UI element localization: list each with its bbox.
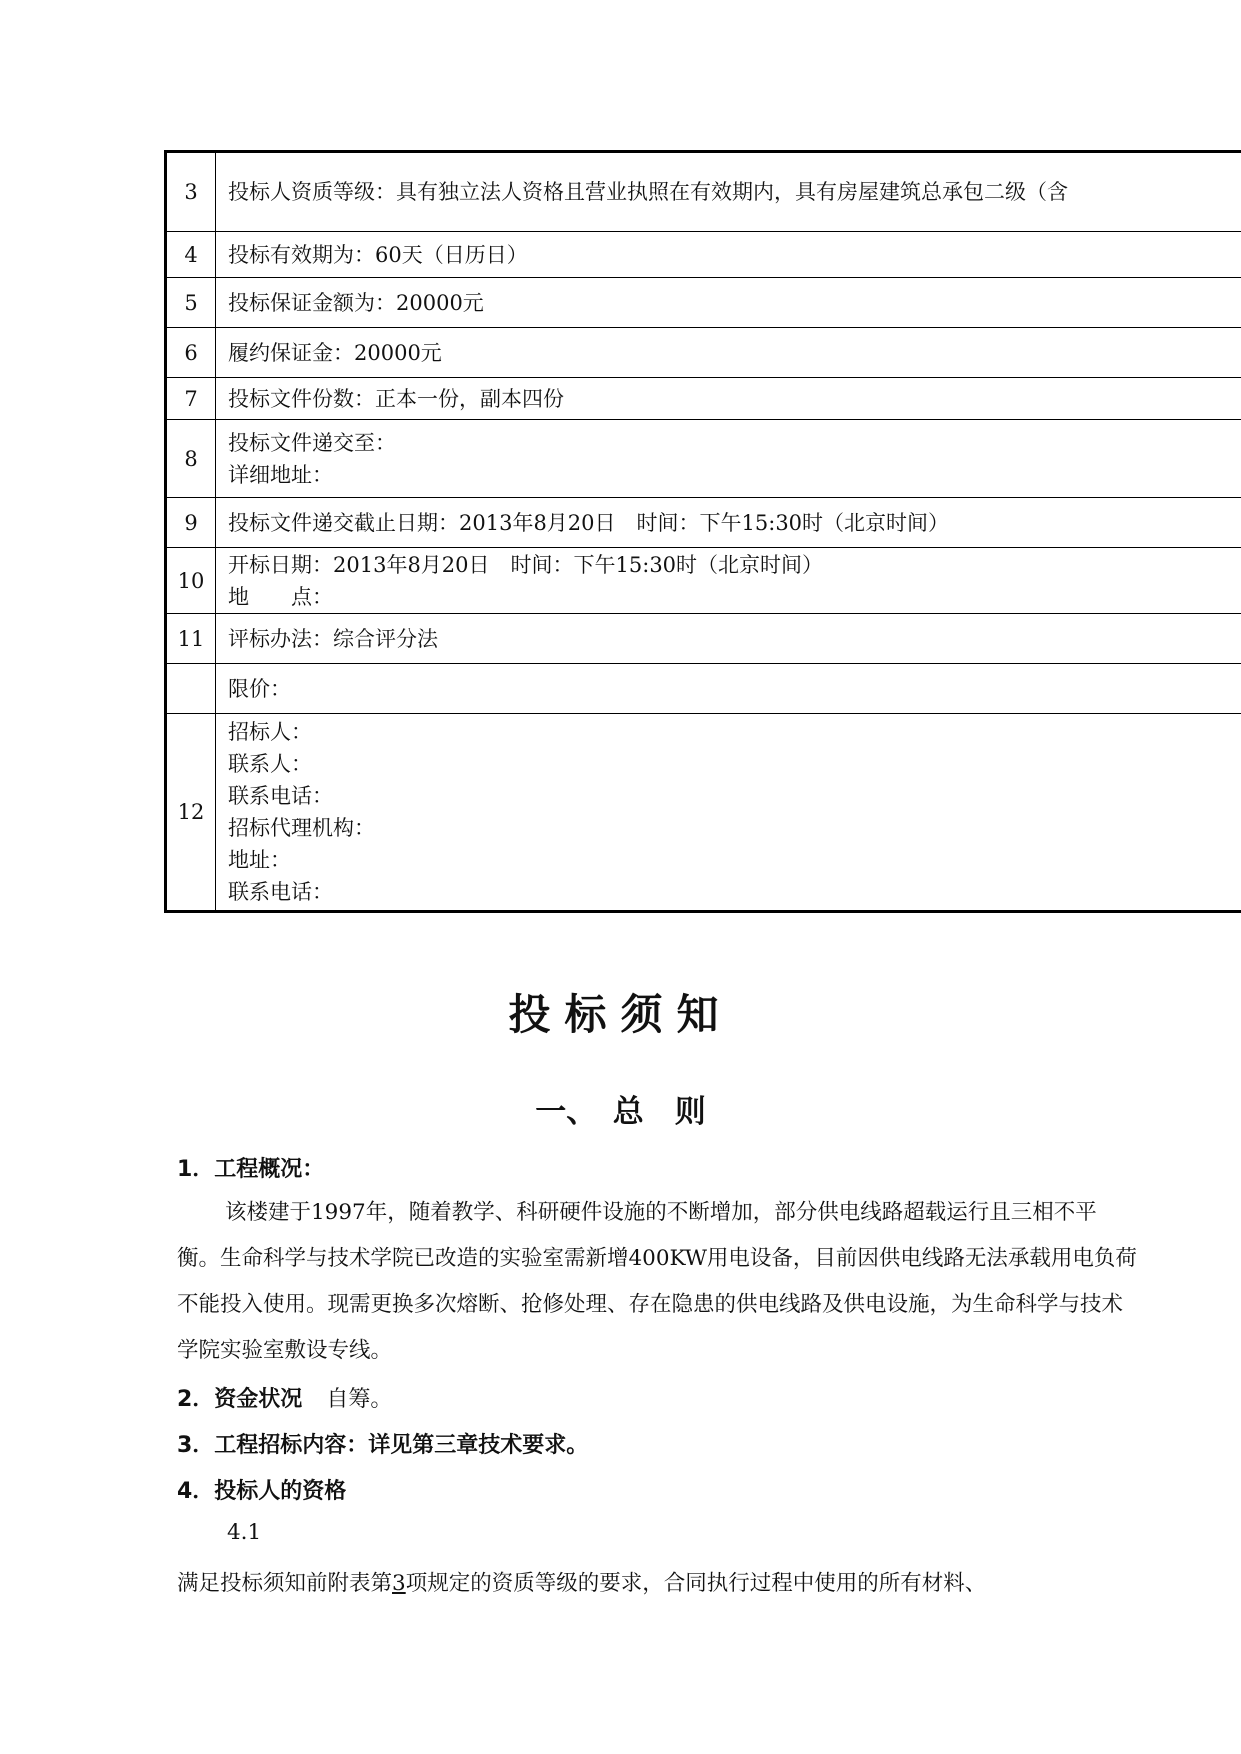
row-content-line: 投标文件递交截止日期：2013年8月20日 时间：下午15:30时（北京时间）: [228, 510, 950, 535]
section-4-1-text-underlined: 3: [392, 1571, 406, 1596]
table-row: [166, 614, 1241, 664]
row-content-line: 投标文件份数：正本一份，副本四份: [228, 386, 564, 411]
row-number: 10: [166, 548, 216, 614]
row-content-line: 投标有效期为：60天（日历日）: [228, 242, 528, 267]
bid-info-table: [164, 150, 1241, 913]
section-4-1-text-pre: 满足投标须知前附表第: [177, 1571, 393, 1596]
table-row: [166, 278, 1241, 328]
row-content: [216, 664, 1241, 714]
row-content-line: 联系人：: [228, 752, 312, 776]
row-content: [216, 378, 1241, 420]
row-content-line: 联系电话：: [228, 880, 333, 904]
row-content-line: 招标人：: [228, 720, 312, 744]
row-content: [216, 614, 1241, 664]
row-content: [216, 420, 1241, 498]
section-4-1-number: 4.1: [227, 1520, 262, 1545]
row-number: 7: [166, 378, 216, 420]
row-content: [216, 714, 1241, 912]
bid-info-table-wrapper: [164, 150, 1241, 913]
row-number: 8: [166, 420, 216, 498]
row-content-line: 履约保证金：20000元: [228, 340, 442, 365]
row-content-line: 投标保证金额为：20000元: [228, 290, 484, 315]
row-content: [216, 548, 1241, 614]
section-4-title: 4．投标人的资格: [177, 1479, 347, 1504]
row-content: [216, 278, 1241, 328]
section-3-title: 3．工程招标内容：详见第三章技术要求。: [177, 1433, 589, 1458]
row-content: [216, 498, 1241, 548]
section-4-1-text: [177, 1566, 986, 1597]
section-2: [177, 1382, 392, 1413]
section-2-text: 自筹。: [326, 1387, 393, 1412]
row-number: 4: [166, 232, 216, 278]
table-row: [166, 378, 1241, 420]
row-content: [216, 152, 1241, 232]
section-1-title: 1．工程概况：: [177, 1157, 325, 1182]
row-content-line: 招标代理机构：: [228, 816, 375, 840]
row-content-line: 评标办法：综合评分法: [228, 626, 438, 651]
row-content-line: 地 点：: [228, 584, 333, 609]
row-number: 11: [166, 614, 216, 664]
row-number: 9: [166, 498, 216, 548]
section-1-paragraph: 该楼建于1997年，随着教学、科研硬件设施的不断增加，部分供电线路超载运行且三相不平衡。生命科学与技术学院已改造的实验室需新增400KW用电设备，目前因供电线路无法承载用电负荷不能投入使用。现需更换多次熔断、抢修处理、存在隐患的供电线路及供电设施，为生命科学与技术学院实验室敷设专线。: [177, 1200, 1137, 1363]
section-2-title: 2．资金状况: [177, 1387, 303, 1412]
table-row: [166, 714, 1241, 912]
table-row: [166, 664, 1241, 714]
row-number: 12: [166, 714, 216, 912]
row-number: 6: [166, 328, 216, 378]
table-row: [166, 232, 1241, 278]
row-content-line: 投标人资质等级：具有独立法人资格且营业执照在有效期内，具有房屋建筑总承包二级（含: [228, 180, 1068, 204]
row-number: [166, 664, 216, 714]
bid-info-table-body: [166, 152, 1241, 912]
table-row: [166, 498, 1241, 548]
row-content: [216, 232, 1241, 278]
row-content-line: 详细地址：: [228, 462, 333, 487]
row-content-line: 联系电话：: [228, 784, 333, 808]
table-row: [166, 420, 1241, 498]
page-heading: 投标须知: [508, 990, 733, 1039]
row-number: 5: [166, 278, 216, 328]
row-content-line: 地址：: [228, 848, 291, 872]
row-number: 3: [166, 152, 216, 232]
row-content-line: 开标日期：2013年8月20日 时间：下午15:30时（北京时间）: [228, 552, 824, 577]
section-heading: 一、 总 则: [535, 1094, 706, 1130]
table-row: [166, 548, 1241, 614]
row-content-line: 限价：: [228, 676, 291, 701]
section-4-1-text-post: 项规定的资质等级的要求，合同执行过程中使用的所有材料、: [405, 1571, 987, 1596]
table-row: [166, 152, 1241, 232]
table-row: [166, 328, 1241, 378]
row-content: [216, 328, 1241, 378]
row-content-line: 投标文件递交至：: [228, 430, 396, 455]
